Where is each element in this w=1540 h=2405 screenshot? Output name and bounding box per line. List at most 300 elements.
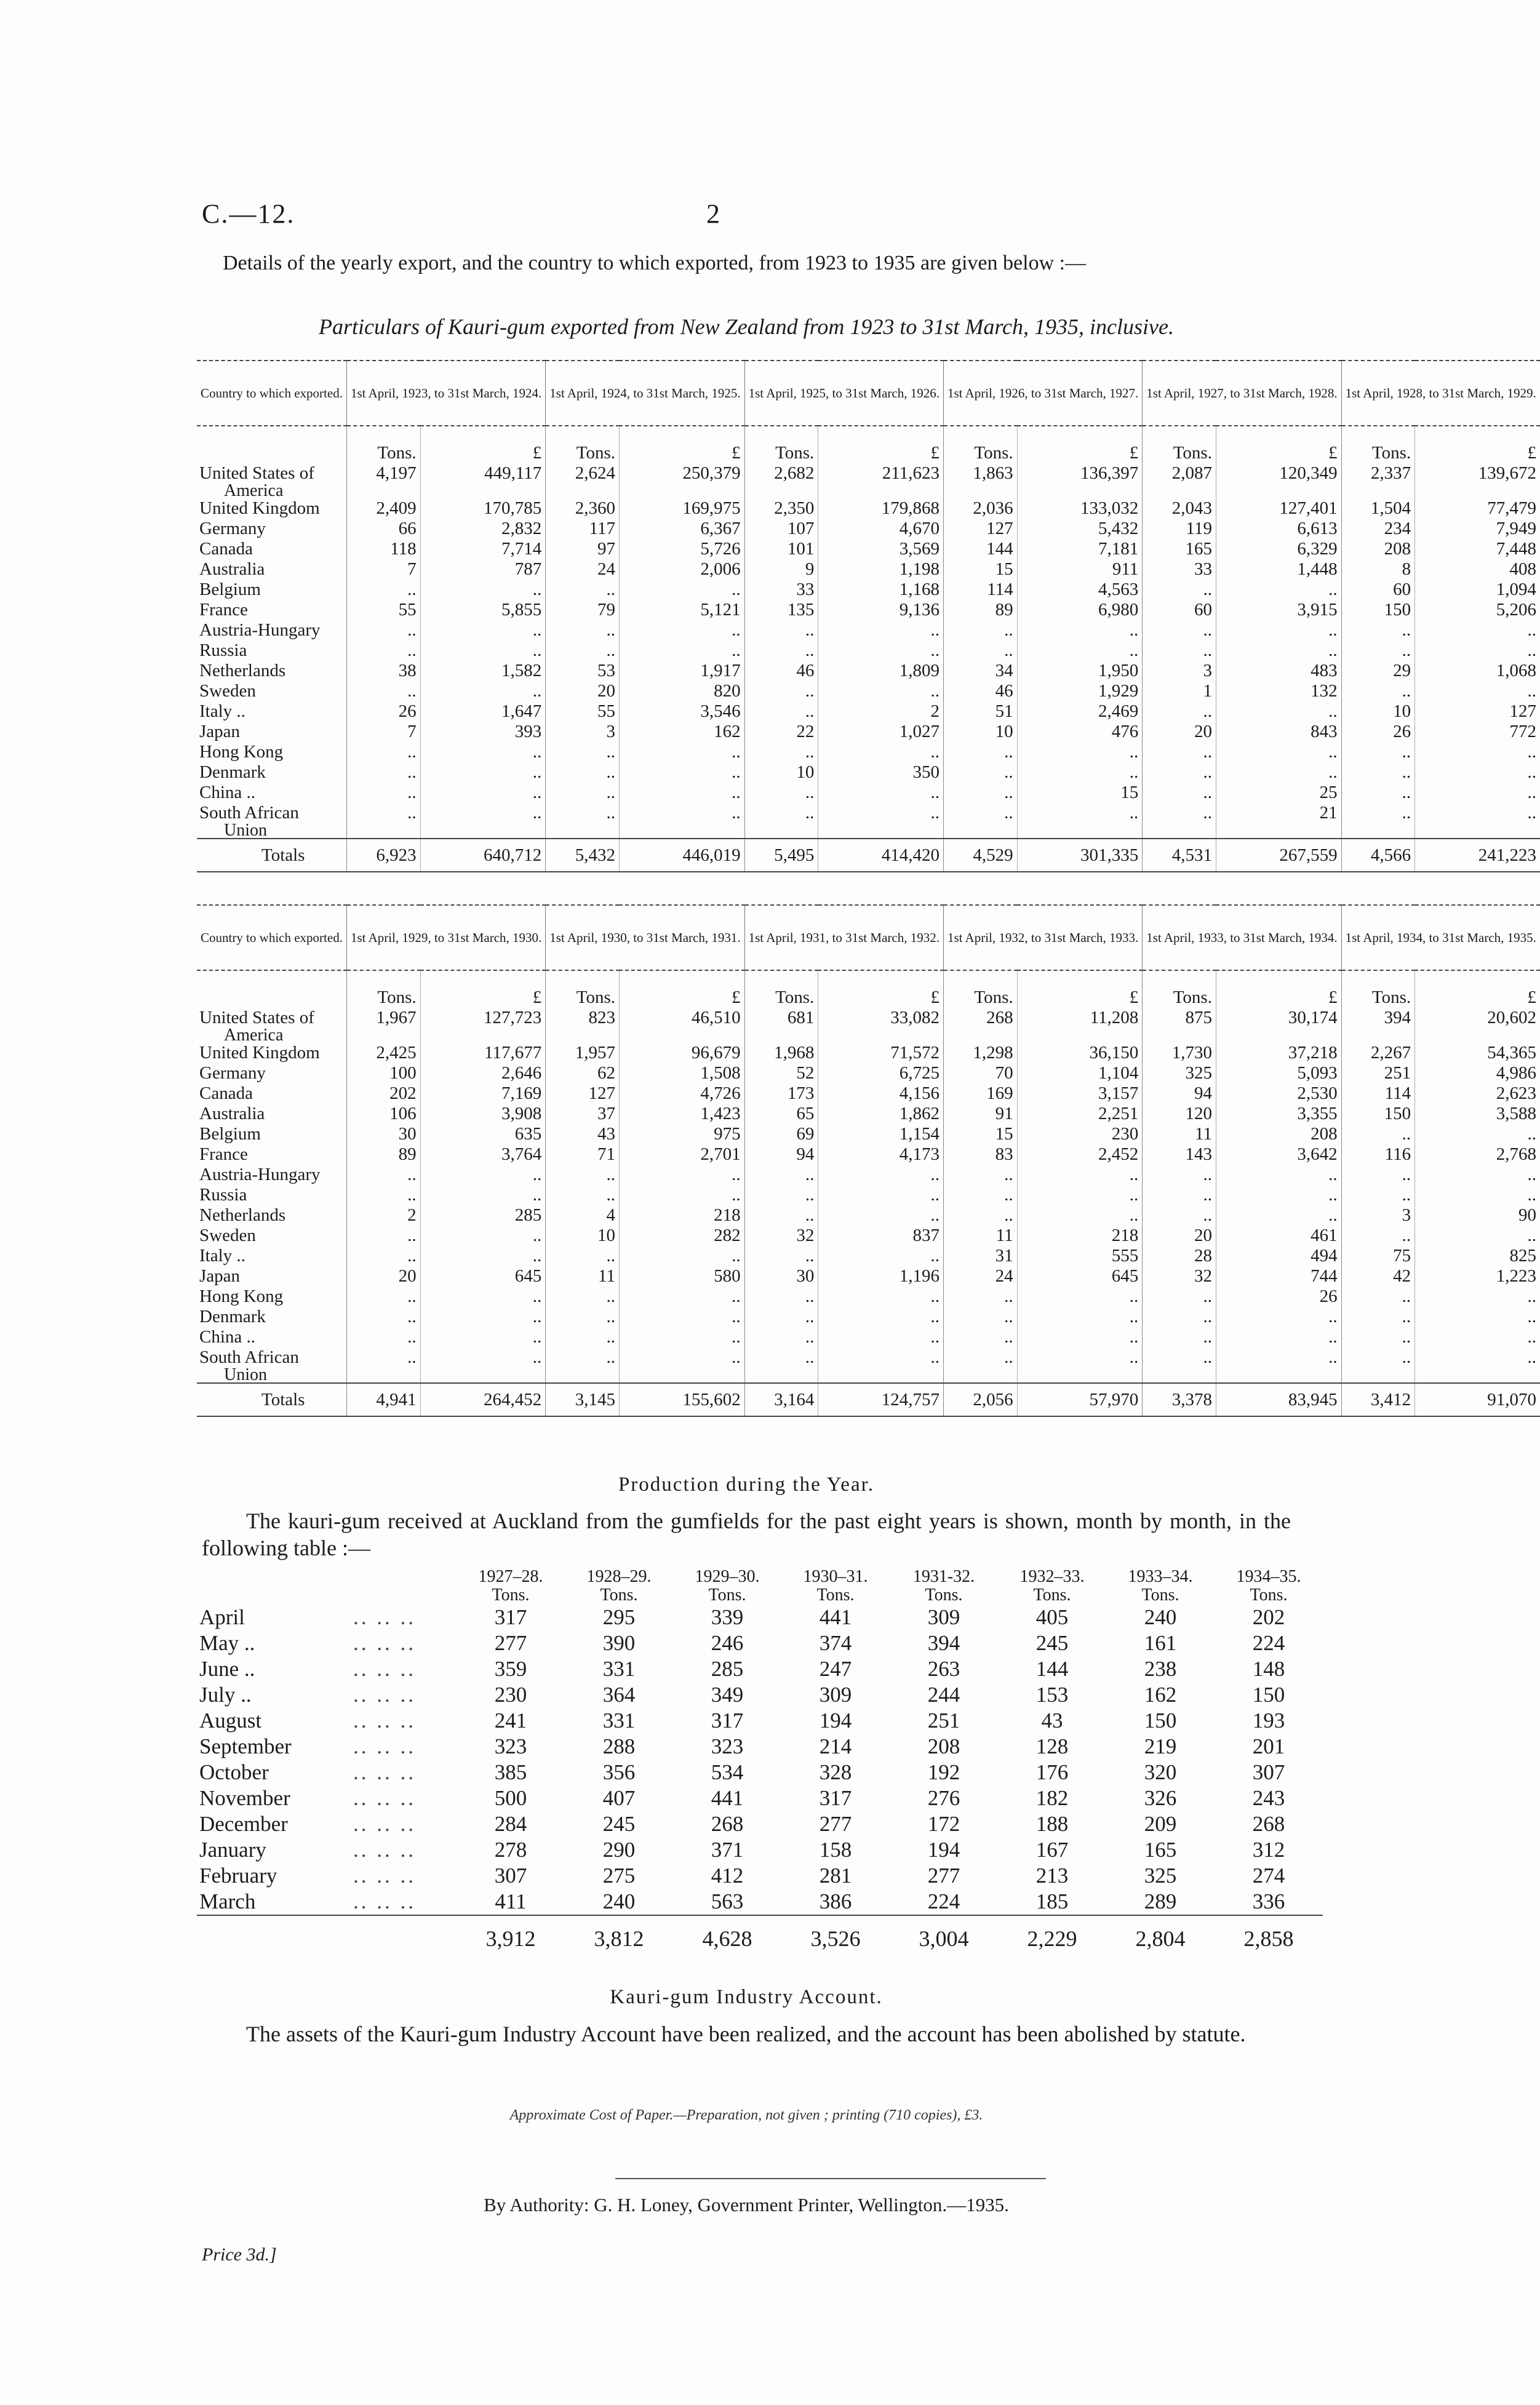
tons-cell: 52 <box>744 1063 818 1083</box>
value-cell: 3,915 <box>1216 600 1341 620</box>
tons-cell: .. <box>346 783 420 803</box>
total-cell: 155,602 <box>619 1383 744 1416</box>
value-cell: 4,986 <box>1415 1063 1540 1083</box>
tons-cell: 2 <box>346 1205 420 1226</box>
value-cell: 120,349 <box>1216 463 1341 484</box>
table-row <box>197 1286 1540 1307</box>
unit-pounds: £ <box>619 970 744 1008</box>
blank-cell <box>546 484 620 498</box>
country-name: Germany <box>199 519 266 538</box>
value-cell: 393 <box>420 722 546 742</box>
unit-pounds: £ <box>420 426 546 463</box>
blank-cell <box>346 1028 420 1043</box>
value-cell: 71,572 <box>818 1043 944 1063</box>
tons-cell: 289 <box>1144 1889 1177 1913</box>
tons-cell: 37 <box>546 1104 620 1124</box>
total-cell: 5,432 <box>546 839 620 872</box>
value-cell: 787 <box>420 559 546 580</box>
country-name-continuation: America <box>224 481 284 500</box>
unit-row <box>197 426 1540 463</box>
blank-cell <box>943 1368 1017 1383</box>
value-cell: 5,206 <box>1415 600 1540 620</box>
table-row <box>197 1043 1540 1063</box>
value-cell: 7,169 <box>420 1083 546 1104</box>
unit-header: Tons. <box>1033 1585 1071 1605</box>
blank-cell <box>546 823 620 839</box>
value-cell: 3,157 <box>1017 1083 1143 1104</box>
tons-cell: 167 <box>1035 1838 1069 1862</box>
value-cell: .. <box>1017 640 1143 661</box>
value-cell: 1,154 <box>818 1124 944 1144</box>
tons-cell: .. <box>546 580 620 600</box>
value-cell: .. <box>1017 1185 1143 1205</box>
country-name: Canada <box>199 539 253 559</box>
value-cell: 46,510 <box>619 1008 744 1028</box>
tons-cell: 165 <box>1143 539 1216 559</box>
tons-cell: 875 <box>1143 1008 1216 1028</box>
intro-paragraph: Details of the yearly export, and the country to which exported, from 1923 to 1935 are given below :— <box>223 252 1087 274</box>
country-name: Sweden <box>199 1226 256 1245</box>
tons-cell: .. <box>546 1165 620 1185</box>
blank-cell <box>619 1368 744 1383</box>
tons-cell: 307 <box>1252 1760 1285 1784</box>
tons-cell: .. <box>744 1307 818 1327</box>
period-header: 1st April, 1931, to 31st March, 1932. <box>744 905 943 970</box>
unit-tons: Tons. <box>546 970 620 1008</box>
value-cell: .. <box>1216 1347 1341 1368</box>
production-table <box>197 1568 1323 1952</box>
value-cell: 127,723 <box>420 1008 546 1028</box>
value-cell: 2,452 <box>1017 1144 1143 1165</box>
dot-leader: .. .. .. <box>353 1889 416 1913</box>
tons-cell: 143 <box>1143 1144 1216 1165</box>
blank-cell <box>346 484 420 498</box>
tons-cell: .. <box>1341 1286 1415 1307</box>
tons-cell: 202 <box>346 1083 420 1104</box>
blank-cell <box>818 1368 944 1383</box>
tons-cell: 3 <box>1143 661 1216 681</box>
tons-cell: 268 <box>1252 1812 1285 1836</box>
tons-cell: 118 <box>346 539 420 559</box>
totals-row <box>197 839 1540 872</box>
tons-cell: 60 <box>1341 580 1415 600</box>
tons-cell: 246 <box>711 1631 744 1655</box>
total-cell: 3,412 <box>1341 1383 1415 1416</box>
blank-cell <box>818 484 944 498</box>
tons-cell: 165 <box>1144 1838 1177 1862</box>
tons-cell: 169 <box>943 1083 1017 1104</box>
blank-cell <box>818 823 944 839</box>
tons-cell: 10 <box>546 1226 620 1246</box>
value-cell: .. <box>1415 1124 1540 1144</box>
country-name: United Kingdom <box>199 1043 320 1063</box>
tons-cell: 128 <box>1035 1734 1069 1758</box>
unit-header: Tons. <box>708 1585 746 1605</box>
unit-pounds: £ <box>619 426 744 463</box>
blank-cell <box>1216 1368 1341 1383</box>
value-cell: .. <box>1415 1286 1540 1307</box>
value-cell: 635 <box>420 1124 546 1144</box>
tons-cell: .. <box>1341 1185 1415 1205</box>
tons-cell: 117 <box>546 519 620 539</box>
period-header: 1st April, 1923, to 31st March, 1924. <box>346 361 545 426</box>
unit-row <box>197 970 1540 1008</box>
value-cell: .. <box>1216 640 1341 661</box>
blank-cell <box>744 823 818 839</box>
tons-cell: .. <box>1341 783 1415 803</box>
value-cell: .. <box>420 1226 546 1246</box>
value-cell: 825 <box>1415 1246 1540 1266</box>
tons-cell: .. <box>1341 1347 1415 1368</box>
month-row <box>197 1837 1323 1863</box>
total-cell: 124,757 <box>818 1383 944 1416</box>
tons-cell: 9 <box>744 559 818 580</box>
tons-cell: 317 <box>494 1605 527 1629</box>
table-row <box>197 701 1540 722</box>
unit-tons: Tons. <box>1143 970 1216 1008</box>
tons-cell: 192 <box>927 1760 960 1784</box>
tons-cell: 245 <box>602 1812 636 1836</box>
tons-cell: .. <box>346 1347 420 1368</box>
value-cell: .. <box>619 783 744 803</box>
value-cell: .. <box>1216 580 1341 600</box>
period-header: 1st April, 1924, to 31st March, 1925. <box>546 361 744 426</box>
unit-header: Tons. <box>492 1585 530 1605</box>
tons-cell: .. <box>943 1286 1017 1307</box>
blank-cell <box>420 1028 546 1043</box>
tons-cell: 11 <box>1143 1124 1216 1144</box>
value-cell: .. <box>1017 1327 1143 1347</box>
tons-cell: 158 <box>819 1838 852 1862</box>
tons-cell: 295 <box>602 1605 636 1629</box>
country-name: Australia <box>199 1104 265 1123</box>
tons-cell: .. <box>744 701 818 722</box>
dot-leader: .. .. .. <box>353 1657 416 1681</box>
period-header: 1st April, 1933, to 31st March, 1934. <box>1143 905 1341 970</box>
tons-cell: .. <box>744 742 818 762</box>
cost-note: Approximate Cost of Paper.—Preparation, not given ; printing (710 copies), £3. <box>509 2107 983 2123</box>
total-cell: 4,529 <box>943 839 1017 872</box>
tons-cell: 2,337 <box>1341 463 1415 484</box>
country-name: Hong Kong <box>199 742 284 762</box>
export-table-body <box>197 970 1540 1416</box>
tons-cell: .. <box>1341 742 1415 762</box>
value-cell: .. <box>1216 620 1341 640</box>
value-cell: 975 <box>619 1124 744 1144</box>
value-cell: .. <box>818 1185 944 1205</box>
value-cell: 6,329 <box>1216 539 1341 559</box>
month-row <box>197 1760 1323 1785</box>
country-name-continuation: America <box>224 1026 284 1045</box>
total-cell: 4,941 <box>346 1383 420 1416</box>
table-row <box>197 681 1540 701</box>
tons-cell: 563 <box>711 1889 744 1913</box>
value-cell: 350 <box>818 762 944 783</box>
unit-tons: Tons. <box>943 970 1017 1008</box>
country-name: Netherlands <box>199 1205 286 1225</box>
tons-cell: 240 <box>602 1889 636 1913</box>
tons-cell: 307 <box>494 1864 527 1888</box>
blank-cell <box>1341 823 1415 839</box>
tons-cell: 188 <box>1035 1812 1069 1836</box>
year-header: 1928–29. <box>586 1567 652 1586</box>
tons-cell: 148 <box>1252 1657 1285 1681</box>
tons-cell: 62 <box>546 1063 620 1083</box>
total-cell: 4,628 <box>673 1915 781 1952</box>
blank-cell <box>1017 823 1143 839</box>
tons-cell: 8 <box>1341 559 1415 580</box>
unit-tons: Tons. <box>744 970 818 1008</box>
value-cell: 4,173 <box>818 1144 944 1165</box>
total-cell: 5,495 <box>744 839 818 872</box>
dot-leader: .. .. .. <box>353 1683 416 1707</box>
value-cell: .. <box>818 620 944 640</box>
tons-cell: 240 <box>1144 1605 1177 1629</box>
tons-cell: 91 <box>943 1104 1017 1124</box>
tons-cell: 26 <box>1341 722 1415 742</box>
tons-cell: 441 <box>819 1605 852 1629</box>
tons-cell: 320 <box>1144 1760 1177 1784</box>
value-cell: .. <box>1017 742 1143 762</box>
tons-cell: .. <box>346 1246 420 1266</box>
tons-cell: .. <box>346 620 420 640</box>
value-cell: 169,975 <box>619 498 744 519</box>
tons-cell: .. <box>1341 681 1415 701</box>
blank-cell <box>546 1028 620 1043</box>
month-row <box>197 1811 1323 1837</box>
tons-cell: .. <box>943 1205 1017 1226</box>
value-cell: .. <box>420 1185 546 1205</box>
tons-cell: 500 <box>494 1786 527 1810</box>
month-name: April <box>199 1605 245 1629</box>
tons-cell: 2,036 <box>943 498 1017 519</box>
value-cell: 20,602 <box>1415 1008 1540 1028</box>
month-name: June .. <box>199 1657 255 1681</box>
value-cell: 4,726 <box>619 1083 744 1104</box>
tons-cell: 263 <box>927 1657 960 1681</box>
table-row <box>197 1083 1540 1104</box>
value-cell: .. <box>1216 701 1341 722</box>
month-name: July .. <box>199 1683 252 1707</box>
tons-cell: 247 <box>819 1657 852 1681</box>
value-cell: 2,832 <box>420 519 546 539</box>
tons-cell: 101 <box>744 539 818 559</box>
blank-cell <box>619 823 744 839</box>
value-cell: .. <box>619 1165 744 1185</box>
tons-cell: .. <box>943 742 1017 762</box>
dot-leader: .. .. .. <box>353 1786 416 1810</box>
tons-cell: 394 <box>1341 1008 1415 1028</box>
table-row <box>197 1347 1540 1368</box>
tons-cell: 69 <box>744 1124 818 1144</box>
page-reference: C.—12. <box>202 199 295 229</box>
table-row <box>197 498 1540 519</box>
tons-cell: .. <box>744 783 818 803</box>
tons-cell: 43 <box>546 1124 620 1144</box>
value-cell: 25 <box>1216 783 1341 803</box>
value-cell: 1,508 <box>619 1063 744 1083</box>
tons-cell: 244 <box>927 1683 960 1707</box>
value-cell: 1,198 <box>818 559 944 580</box>
production-paragraph: The kauri-gum received at Auckland from the gumfields for the past eight years is shown, month by month, in the following table :— <box>202 1509 1291 1560</box>
tons-cell: 2,267 <box>1341 1043 1415 1063</box>
tons-cell: 150 <box>1341 1104 1415 1124</box>
tons-cell: .. <box>1143 762 1216 783</box>
value-cell: 132 <box>1216 681 1341 701</box>
total-cell: 2,056 <box>943 1383 1017 1416</box>
export-table-title: Particulars of Kauri-gum exported from New Zealand from 1923 to 31st March, 1935, inclusive. <box>319 314 1174 339</box>
value-cell: 645 <box>420 1266 546 1286</box>
value-cell: 1,094 <box>1415 580 1540 600</box>
value-cell: 1,917 <box>619 661 744 681</box>
dot-leader: .. .. .. <box>353 1838 416 1862</box>
value-cell: 1,068 <box>1415 661 1540 681</box>
blank-cell <box>744 484 818 498</box>
table-row <box>197 661 1540 681</box>
month-name: January <box>199 1838 266 1862</box>
tons-cell: 275 <box>602 1864 636 1888</box>
tons-cell: 245 <box>1035 1631 1069 1655</box>
value-cell: 1,809 <box>818 661 944 681</box>
value-cell: 208 <box>1216 1124 1341 1144</box>
value-cell: .. <box>1017 803 1143 823</box>
value-cell: .. <box>420 1286 546 1307</box>
tons-cell: 364 <box>602 1683 636 1707</box>
value-cell: .. <box>619 1307 744 1327</box>
table-row <box>197 1008 1540 1028</box>
tons-cell: 114 <box>1341 1083 1415 1104</box>
tons-cell: .. <box>1143 1165 1216 1185</box>
value-cell: .. <box>818 1286 944 1307</box>
country-name: Russia <box>199 1185 247 1205</box>
month-name: December <box>199 1812 288 1836</box>
value-cell: 820 <box>619 681 744 701</box>
country-name: Canada <box>199 1083 253 1103</box>
value-cell: .. <box>1017 1165 1143 1185</box>
tons-cell: .. <box>1143 1327 1216 1347</box>
country-name-continuation: Union <box>224 1365 267 1384</box>
value-cell: .. <box>619 640 744 661</box>
tons-cell: .. <box>1341 1226 1415 1246</box>
tons-cell: 359 <box>494 1657 527 1681</box>
blank-cell <box>744 1028 818 1043</box>
value-cell: .. <box>1017 1205 1143 1226</box>
value-cell: 772 <box>1415 722 1540 742</box>
tons-cell: .. <box>546 1307 620 1327</box>
month-row <box>197 1682 1323 1708</box>
value-cell: .. <box>619 1327 744 1347</box>
blank-cell <box>943 823 1017 839</box>
total-cell: 3,004 <box>890 1915 998 1952</box>
unit-header: Tons. <box>600 1585 638 1605</box>
table-row <box>197 580 1540 600</box>
tons-cell: 24 <box>546 559 620 580</box>
tons-cell: 144 <box>1035 1657 1069 1681</box>
month-row <box>197 1889 1323 1915</box>
value-cell: 2,701 <box>619 1144 744 1165</box>
blank-cell <box>1341 1368 1415 1383</box>
tons-cell: 79 <box>546 600 620 620</box>
blank-cell <box>1143 823 1216 839</box>
tons-cell: .. <box>1143 1307 1216 1327</box>
tons-cell: 34 <box>943 661 1017 681</box>
tons-cell: 208 <box>1341 539 1415 559</box>
tons-cell: 66 <box>346 519 420 539</box>
value-cell: 744 <box>1216 1266 1341 1286</box>
total-cell: 301,335 <box>1017 839 1143 872</box>
value-cell: 3,546 <box>619 701 744 722</box>
blank-cell <box>619 1028 744 1043</box>
tons-cell: 150 <box>1341 600 1415 620</box>
value-cell: 218 <box>619 1205 744 1226</box>
export-table-1923-1929 <box>197 360 1540 872</box>
table-row <box>197 803 1540 823</box>
blank-cell <box>1415 823 1540 839</box>
tons-cell: 2,682 <box>744 463 818 484</box>
footer-divider <box>615 2178 1046 2179</box>
tons-cell: 277 <box>819 1812 852 1836</box>
tons-cell: 46 <box>744 661 818 681</box>
value-cell: .. <box>818 803 944 823</box>
blank-cell <box>1017 1368 1143 1383</box>
production-totals-row <box>197 1915 1323 1952</box>
tons-cell: 405 <box>1035 1605 1069 1629</box>
tons-cell: .. <box>943 762 1017 783</box>
value-cell: 4,563 <box>1017 580 1143 600</box>
table-row <box>197 1327 1540 1347</box>
blank-cell <box>346 1368 420 1383</box>
value-cell: .. <box>818 1205 944 1226</box>
tons-cell: 1,863 <box>943 463 1017 484</box>
tons-cell: 106 <box>346 1104 420 1124</box>
tons-cell: .. <box>1341 640 1415 661</box>
tons-cell: .. <box>744 1347 818 1368</box>
table-row-continuation <box>197 1368 1540 1383</box>
value-cell: 3,355 <box>1216 1104 1341 1124</box>
tons-cell: 28 <box>1143 1246 1216 1266</box>
period-header: 1st April, 1934, to 31st March, 1935. <box>1341 905 1540 970</box>
tons-cell: 1,968 <box>744 1043 818 1063</box>
tons-cell: 127 <box>943 519 1017 539</box>
tons-cell: .. <box>943 1327 1017 1347</box>
value-cell: 170,785 <box>420 498 546 519</box>
tons-cell: 238 <box>1144 1657 1177 1681</box>
country-name: Russia <box>199 640 247 660</box>
value-cell: 1,223 <box>1415 1266 1540 1286</box>
tons-cell: 534 <box>711 1760 744 1784</box>
month-row <box>197 1656 1323 1682</box>
tons-cell: 224 <box>927 1889 960 1913</box>
total-cell: 264,452 <box>420 1383 546 1416</box>
tons-cell: .. <box>546 742 620 762</box>
tons-cell: .. <box>1143 1286 1216 1307</box>
value-cell: 15 <box>1017 783 1143 803</box>
value-cell: 77,479 <box>1415 498 1540 519</box>
blank-cell <box>1216 484 1341 498</box>
tons-cell: 2,087 <box>1143 463 1216 484</box>
tons-cell: .. <box>744 803 818 823</box>
value-cell: 7,714 <box>420 539 546 559</box>
value-cell: .. <box>619 580 744 600</box>
value-cell: .. <box>619 620 744 640</box>
tons-cell: 65 <box>744 1104 818 1124</box>
page-number: 2 <box>706 199 720 229</box>
value-cell: .. <box>1415 620 1540 640</box>
tons-cell: 326 <box>1144 1786 1177 1810</box>
value-cell: 1,448 <box>1216 559 1341 580</box>
tons-cell: 3 <box>1341 1205 1415 1226</box>
tons-cell: 823 <box>546 1008 620 1028</box>
